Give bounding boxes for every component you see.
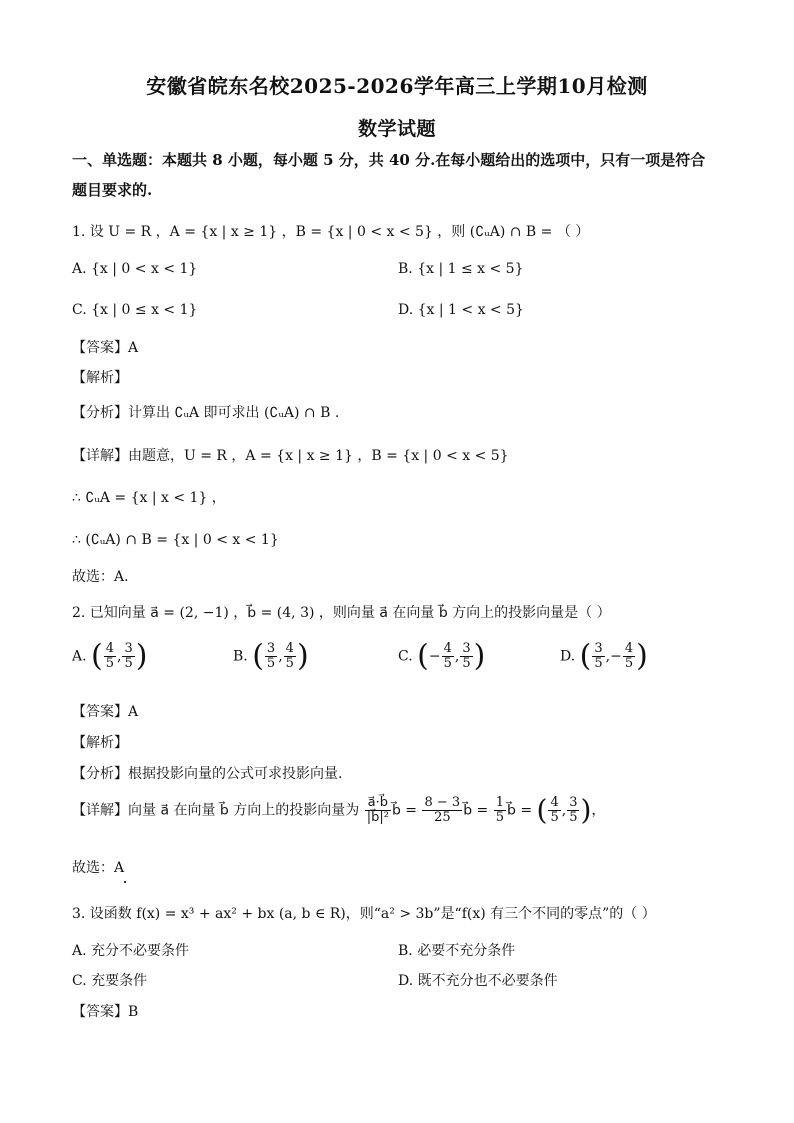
q2-option-c: C. (− $\frac{4}{5}$ , $\frac{3}{5}$ ) (398, 638, 486, 674)
q2-option-b-label: B. (233, 648, 248, 665)
q2-option-a: A. ( $\frac{4}{5}$ , $\frac{3}{5}$ ) (72, 638, 148, 674)
q3-option-c: C. 充要条件 (72, 973, 148, 989)
section-heading-line2: 题目要求的. (72, 181, 153, 199)
q2-detail: 【详解】向量 a⃗ 在向量 b⃗ 方向上的投影向量为 $\frac{a⃗\cdot b⃗}{\text{|b⃗|²}}$ b⃗ = $\frac{8 - 3}{25}$ b⃗ = $\frac{1}{5}$ b⃗ = ( $\frac{4}{5}$ , $\frac{3}{5}$ )， (72, 793, 606, 827)
q2-detail-prefix: 【详解】向量 a⃗ 在向量 b⃗ 方向上的投影向量为 (72, 802, 360, 819)
q2-choose: 故选：A (72, 860, 125, 876)
q2-stem: 2. 已知向量 a⃗ = (2, −1) ，b⃗ = (4, 3) ，则向量 a⃗ 在向量 b⃗ 方向上的投影向量是（ ） (72, 605, 611, 621)
q2-option-a-label: A. (72, 648, 87, 665)
q2-option-c-label: C. (398, 648, 413, 665)
q1-step2: ∴ (∁ᵤA) ∩ B = {x | 0 < x < 1} (72, 532, 279, 548)
q2-option-b: B. ( $\frac{3}{5}$ , $\frac{4}{5}$ ) (233, 638, 309, 674)
q1-step1: ∴ ∁ᵤA = {x | x < 1} ， (72, 490, 226, 506)
q1-option-c: C. {x | 0 ≤ x < 1} (72, 302, 198, 318)
q3-option-d: D. 既不充分也不必要条件 (398, 973, 558, 989)
q2-option-d: D. ( $\frac{3}{5}$ ,− $\frac{4}{5}$ ) (560, 638, 648, 674)
q2-analysis: 【分析】根据投影向量的公式可求投影向量. (72, 766, 343, 782)
document-title: 安徽省皖东名校2025-2026学年高三上学期10月检测 (146, 74, 648, 98)
q1-detail: 【详解】由题意，U = R ，A = {x | x ≥ 1} ，B = {x | 0 < x < 5} (72, 448, 509, 464)
q2-option-d-label: D. (560, 648, 576, 665)
q1-jiexi-label: 【解析】 (72, 370, 128, 386)
q2-answer: 【答案】A (72, 704, 139, 720)
stray-dot (124, 881, 126, 883)
q3-stem: 3. 设函数 f(x) = x³ + ax² + bx (a, b ∈ R)，则“a² > 3b”是“f(x) 有三个不同的零点”的（ ） (72, 906, 656, 922)
q1-stem: 1. 设 U = R ，A = {x | x ≥ 1} ，B = {x | 0 < x < 5} ，则 (∁ᵤA) ∩ B = （ ） (72, 224, 590, 240)
q1-choose: 故选：A. (72, 569, 129, 585)
q1-option-d: D. {x | 1 < x < 5} (398, 302, 524, 318)
q3-option-a: A. 充分不必要条件 (72, 943, 190, 959)
q3-option-b: B. 必要不充分条件 (398, 943, 516, 959)
q3-answer: 【答案】B (72, 1004, 139, 1020)
q1-option-a: A. {x | 0 < x < 1} (72, 261, 198, 277)
section-heading-line1: 一、单选题：本题共 8 小题，每小题 5 分，共 40 分.在每小题给出的选项中，只有一项是符合 (72, 151, 706, 169)
q2-jiexi-label: 【解析】 (72, 735, 128, 751)
q1-option-b: B. {x | 1 ≤ x < 5} (398, 261, 524, 277)
document-subtitle: 数学试题 (357, 118, 436, 140)
q1-analysis: 【分析】计算出 ∁ᵤA 即可求出 (∁ᵤA) ∩ B . (72, 405, 340, 421)
q1-answer: 【答案】A (72, 340, 139, 356)
